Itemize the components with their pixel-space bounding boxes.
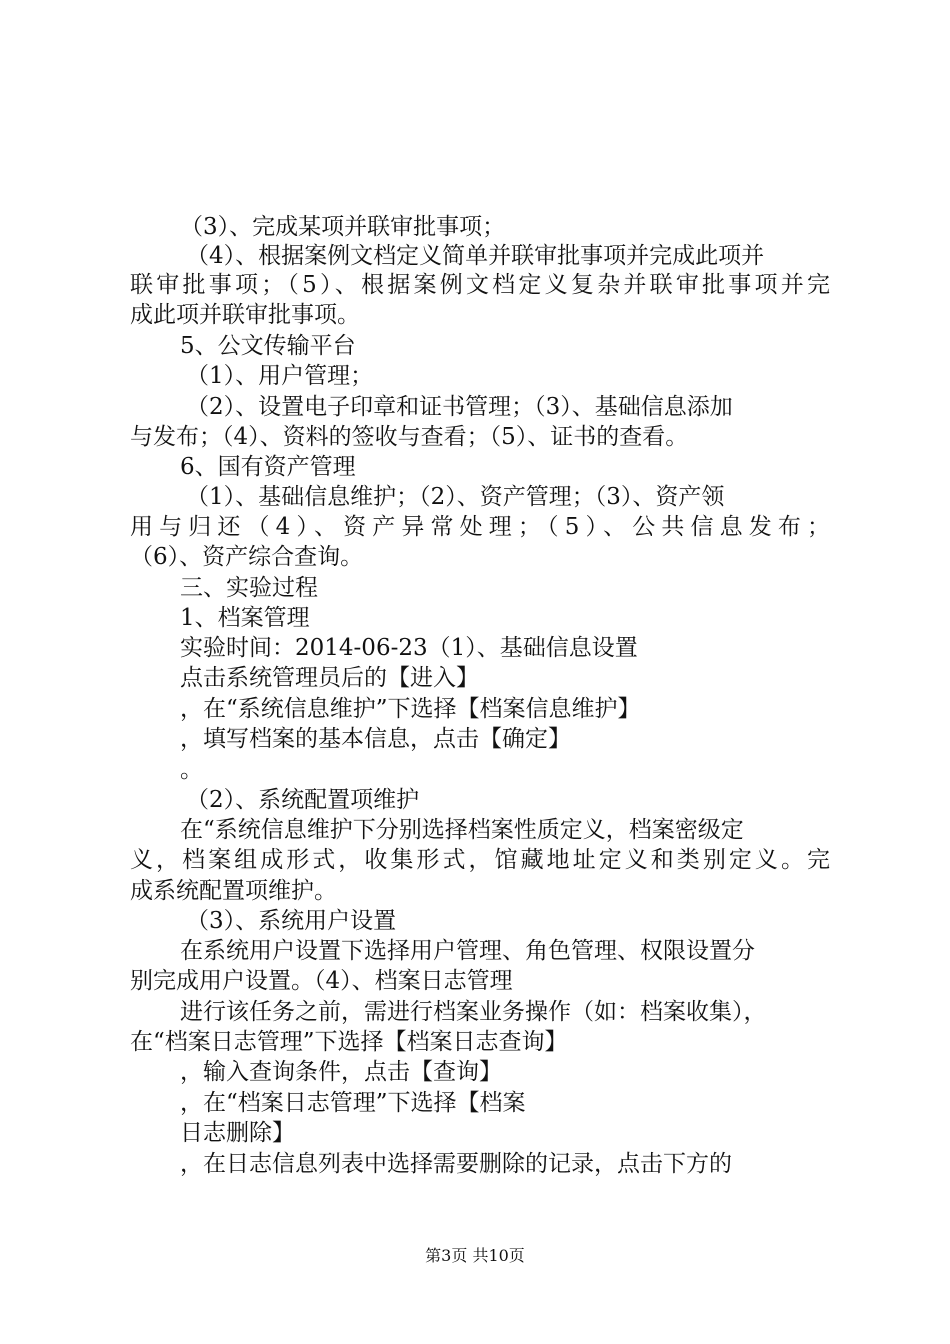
- text-line: 在系统用户设置下选择用户管理、角色管理、权限设置分: [180, 938, 755, 964]
- section-heading: 5、公文传输平台: [180, 333, 356, 359]
- text-line: 日志删除】: [180, 1120, 295, 1146]
- text-line: 成系统配置项维护。: [130, 878, 337, 904]
- text-line: ，在“系统信息维护”下选择【档案信息维护】: [180, 696, 641, 722]
- section-heading: 三、实验过程: [180, 575, 318, 601]
- text-line: ，输入查询条件，点击【查询】: [180, 1059, 502, 1085]
- text-line: 实验时间：2014-06-23（1）、基础信息设置: [180, 635, 638, 661]
- text-line: 别完成用户设置。（4）、档案日志管理: [130, 968, 513, 994]
- text-line: （3）、系统用户设置: [186, 908, 397, 934]
- text-line: 在“系统信息维护下分别选择档案性质定义，档案密级定: [180, 817, 744, 843]
- text-line: （1）、基础信息维护；（2）、资产管理；（3）、资产领: [186, 484, 725, 510]
- text-line: （4）、根据案例文档定义简单并联审批事项并完成此项并: [186, 243, 765, 269]
- text-line: ，填写档案的基本信息，点击【确定】: [180, 726, 571, 752]
- text-line: ，在“档案日志管理”下选择【档案: [180, 1090, 526, 1116]
- text-line: 义，档案组成形式，收集形式，馆藏地址定义和类别定义。完: [130, 847, 830, 873]
- text-line: （1）、用户管理；: [186, 363, 374, 389]
- section-heading: 1、档案管理: [180, 605, 310, 631]
- text-line: 联审批事项；（5）、根据案例文档定义复杂并联审批事项并完: [130, 272, 830, 298]
- text-line: 成此项并联审批事项。: [130, 302, 360, 328]
- text-line: （3）、完成某项并联审批事项；: [180, 214, 506, 240]
- text-line: 。: [180, 757, 203, 783]
- text-line: （2）、系统配置项维护: [186, 787, 420, 813]
- text-line: 进行该任务之前，需进行档案业务操作（如：档案收集），: [180, 999, 767, 1025]
- text-line: 用与归还（4）、资产异常处理；（5）、公共信息发布；: [130, 514, 830, 540]
- text-line: 在“档案日志管理”下选择【档案日志查询】: [130, 1029, 568, 1055]
- text-line: （6）、资产综合查询。: [130, 544, 364, 570]
- page-number-footer: 第3页 共10页: [425, 1246, 525, 1265]
- text-line: 与发布；（4）、资料的签收与查看；（5）、证书的查看。: [130, 424, 689, 450]
- text-line: ，在日志信息列表中选择需要删除的记录，点击下方的: [180, 1151, 732, 1177]
- text-line: 点击系统管理员后的【进入】: [180, 665, 479, 691]
- section-heading: 6、国有资产管理: [180, 454, 356, 480]
- text-line: （2）、设置电子印章和证书管理；（3）、基础信息添加: [186, 394, 733, 420]
